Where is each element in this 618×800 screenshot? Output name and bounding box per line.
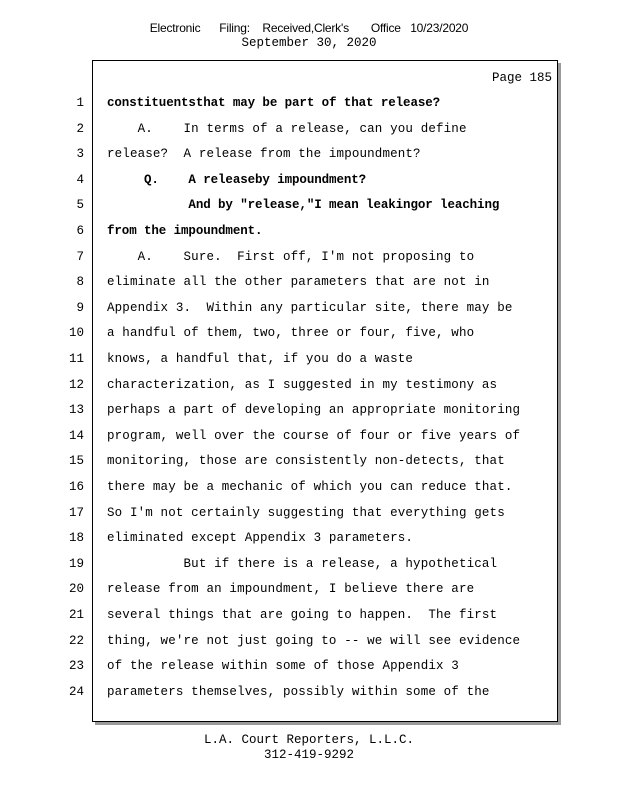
- line-number: 20: [68, 582, 84, 597]
- transcript-line: [0, 506, 618, 526]
- filing-stamp: [0, 21, 618, 35]
- line-number: 13: [68, 403, 84, 418]
- line-text: of the release within some of those Appendix 3: [107, 659, 459, 674]
- stamp-filing: Filing:: [219, 21, 250, 35]
- reporter-phone: 312-419-9292: [263, 748, 354, 762]
- transcript-line: [0, 685, 618, 705]
- transcript-line: [0, 531, 618, 551]
- line-text: constituentsthat may be part of that release?: [107, 96, 441, 110]
- line-text: from the impoundment.: [107, 224, 263, 238]
- transcript-line: [0, 429, 618, 449]
- line-number: 14: [68, 428, 84, 443]
- line-number: 19: [68, 556, 84, 571]
- line-text: release? A release from the impoundment?: [107, 147, 421, 162]
- line-number: 6: [76, 224, 84, 238]
- transcript-line: [0, 582, 618, 602]
- line-number: 4: [76, 172, 84, 187]
- transcript-line: [0, 608, 618, 628]
- line-number: 15: [68, 454, 84, 469]
- transcript-line: [0, 557, 618, 577]
- transcript-line: [0, 147, 618, 167]
- line-text: characterization, as I suggested in my testimony as: [107, 377, 498, 392]
- stamp-electronic: Electronic: [149, 21, 201, 35]
- transcript-line: [0, 173, 618, 193]
- line-number: 24: [68, 684, 84, 699]
- stamp-date: 10/23/2020: [410, 21, 469, 35]
- transcript-line: [0, 352, 618, 372]
- line-text: eliminate all the other parameters that are not in: [107, 275, 490, 290]
- line-number: 1: [76, 96, 84, 110]
- transcript-line: [0, 659, 618, 679]
- transcript-line: [0, 198, 618, 218]
- line-number: 2: [76, 121, 84, 136]
- page-number: Page 185: [491, 71, 552, 85]
- transcript-line: [0, 301, 618, 321]
- line-number: 7: [76, 249, 84, 264]
- line-text: A. In terms of a release, can you define: [107, 121, 467, 136]
- line-number: 11: [68, 352, 84, 366]
- line-text: parameters themselves, possibly within some of the: [107, 684, 490, 699]
- line-text: And by "release,"I mean leakingor leaching: [107, 198, 500, 213]
- line-number: 16: [68, 480, 84, 494]
- line-text: But if there is a release, a hypothetical: [107, 556, 498, 571]
- transcript-line: [0, 96, 618, 116]
- line-number: 18: [68, 531, 84, 546]
- line-text: knows, a handful that, if you do a waste: [107, 352, 414, 366]
- line-text: monitoring, those are consistently non-detects, that: [107, 454, 505, 469]
- line-number: 5: [76, 198, 84, 213]
- transcript-date: September 30, 2020: [241, 36, 377, 50]
- stamp-office: Office: [370, 21, 401, 35]
- line-text: thing, we're not just going to -- we will see evidence: [107, 633, 521, 648]
- line-text: a handful of them, two, three or four, five, who: [107, 326, 475, 341]
- line-number: 21: [68, 608, 84, 622]
- transcript-line: [0, 480, 618, 500]
- line-text: perhaps a part of developing an appropriate monitoring: [107, 403, 521, 418]
- transcript-line: [0, 122, 618, 142]
- footer: [0, 733, 618, 763]
- transcript-line: [0, 378, 618, 398]
- line-number: 9: [76, 300, 84, 315]
- transcript-line: [0, 250, 618, 270]
- line-number: 10: [68, 326, 84, 341]
- line-text: So I'm not certainly suggesting that everything gets: [107, 505, 505, 520]
- line-text: program, well over the course of four or five years of: [107, 428, 521, 443]
- stamp-received: Received,Clerk's: [262, 21, 349, 35]
- line-text: Q. A releaseby impoundment?: [107, 172, 367, 187]
- line-number: 17: [68, 505, 84, 520]
- reporter-company: L.A. Court Reporters, L.L.C.: [203, 733, 415, 747]
- line-text: there may be a mechanic of which you can reduce that.: [107, 480, 513, 494]
- line-text: several things that are going to happen. The first: [107, 608, 498, 622]
- transcript-line: [0, 454, 618, 474]
- transcript-line: [0, 224, 618, 244]
- transcript-line: [0, 275, 618, 295]
- line-number: 8: [76, 275, 84, 290]
- line-number: 12: [68, 377, 84, 392]
- line-text: release from an impoundment, I believe there are: [107, 582, 475, 597]
- line-number: 3: [76, 147, 84, 162]
- line-text: Appendix 3. Within any particular site, there may be: [107, 300, 513, 315]
- line-text: A. Sure. First off, I'm not proposing to: [107, 249, 475, 264]
- line-text: eliminated except Appendix 3 parameters.: [107, 531, 414, 546]
- transcript-line: [0, 403, 618, 423]
- transcript-line: [0, 634, 618, 654]
- transcript-line: [0, 326, 618, 346]
- line-number: 22: [68, 633, 84, 648]
- line-number: 23: [68, 659, 84, 674]
